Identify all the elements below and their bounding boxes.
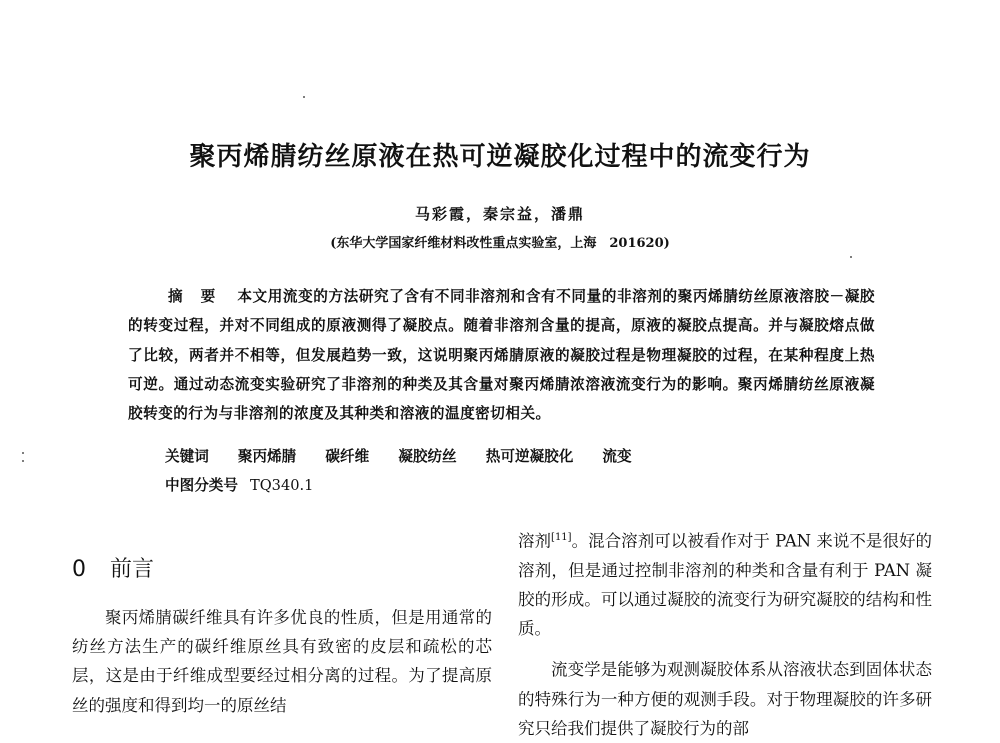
scan-speck xyxy=(303,96,305,98)
paragraph-text: 溶剂 xyxy=(518,531,552,551)
scan-speck xyxy=(850,256,852,258)
paragraph-text: 。混合溶剂可以被看作对于 PAN 来说不是很好的溶剂，但是通过控制非溶剂的种类和含量有利于 PAN 凝胶的形成。可以通过凝胶的流变行为研究凝胶的结构和性质。 xyxy=(518,531,932,639)
right-column xyxy=(518,523,932,743)
keyword-item: 凝胶纺丝 xyxy=(398,448,457,465)
scan-speck xyxy=(22,460,24,462)
affiliation: (东华大学国家纤维材料改性重点实验室，上海 201620) xyxy=(330,236,670,251)
classification-code: TQ340.1 xyxy=(249,477,314,494)
keywords-line xyxy=(165,445,656,466)
citation-ref: [11] xyxy=(551,532,572,543)
abstract-block xyxy=(128,282,875,428)
body-paragraph: 聚丙烯腈碳纤维具有许多优良的性质，但是用通常的纺丝方法生产的碳纤维原丝具有致密的皮层和疏松的芯层，这是由于纤维成型要经过相分离的过程。为了提高原丝的强度和得到均一的原丝结 xyxy=(72,608,492,715)
keyword-item: 热可逆凝胶化 xyxy=(485,448,574,465)
section-number: 0 xyxy=(72,557,86,582)
section-title: 前言 xyxy=(110,557,155,582)
keyword-item: 聚丙烯腈 xyxy=(237,448,297,465)
keyword-item: 流变 xyxy=(602,448,632,465)
section-heading xyxy=(72,552,154,583)
classification-label: 中图分类号 xyxy=(165,477,238,494)
keywords-label: 关键词 xyxy=(165,448,209,465)
left-column xyxy=(72,603,492,720)
keyword-item: 碳纤维 xyxy=(325,448,370,465)
body-paragraph xyxy=(518,523,932,643)
author-list: 马彩霞，秦宗益，潘鼎 xyxy=(414,205,585,223)
classification-line xyxy=(165,474,313,495)
body-paragraph: 流变学是能够为观测凝胶体系从溶液状态到固体状态的特殊行为一种方便的观测手段。对于物理凝胶的许多研究只给我们提供了凝胶行为的部 xyxy=(518,660,932,738)
abstract-label: 摘要 xyxy=(168,288,234,305)
scan-speck xyxy=(22,452,24,454)
abstract-text: 本文用流变的方法研究了含有不同非溶剂和含有不同量的非溶剂的聚丙烯腈纺丝原液溶胶－凝胶的转变过程，并对不同组成的原液测得了凝胶点。随着非溶剂含量的提高，原液的凝胶点提高。并与凝胶熔点做了比较，两者并不相等，但发展趋势一致，这说明聚丙烯腈原液的凝胶过程是物理凝胶的过程，在某种程度上热可逆。通过动态流变实验研究了非溶剂的种类及其含量对聚丙烯腈浓溶液流变行为的影响。聚丙烯腈纺丝原液凝胶转变的行为与非溶剂的浓度及其种类和溶液的温度密切相关。 xyxy=(128,288,875,423)
paper-title: 聚丙烯腈纺丝原液在热可逆凝胶化过程中的流变行为 xyxy=(189,142,811,172)
